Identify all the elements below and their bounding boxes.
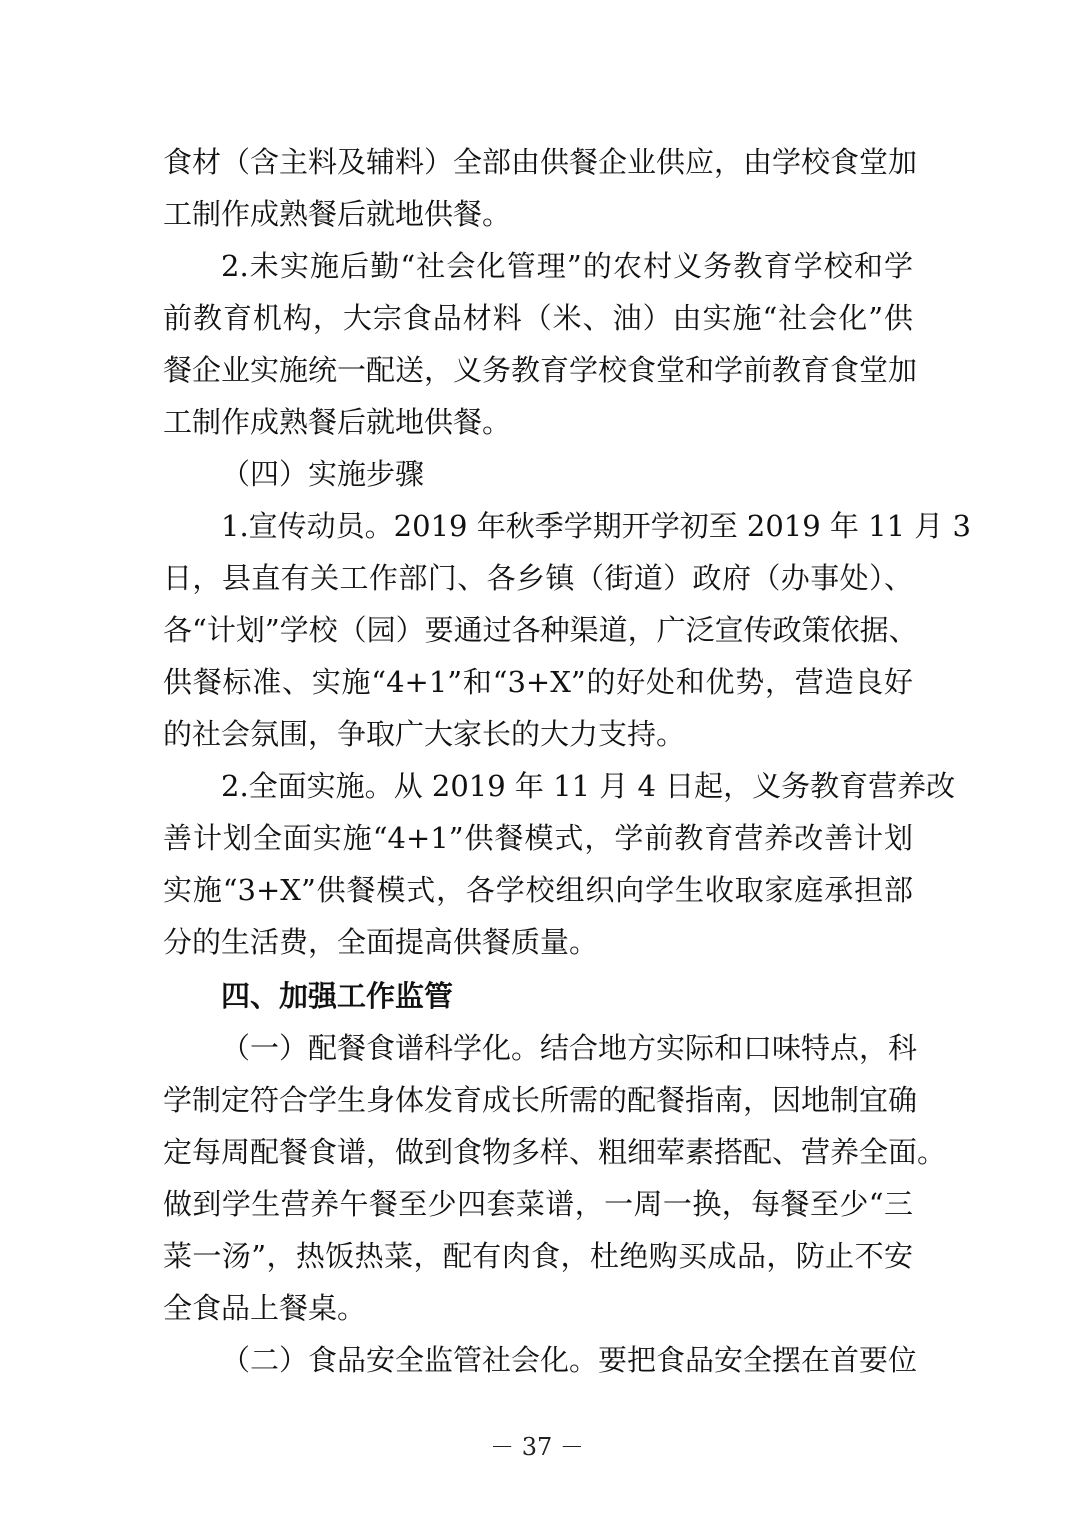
body-text-line: 食材（含主料及辅料）全部由供餐企业供应，由学校食堂加	[163, 145, 918, 179]
body-text-line: 定每周配餐食谱，做到食物多样、粗细荤素搭配、营养全面。	[163, 1135, 947, 1169]
body-text-line: 学制定符合学生身体发育成长所需的配餐指南，因地制宜确	[163, 1083, 918, 1117]
body-text-line: 的社会氛围，争取广大家长的大力支持。	[163, 717, 686, 751]
body-text-line: 1.宣传动员。2019 年秋季学期开学初至 2019 年 11 月 3	[221, 509, 971, 543]
body-text-line: 菜一汤”，热饭热菜，配有肉食，杜绝购买成品，防止不安	[163, 1239, 913, 1273]
subsection-heading: （四）实施步骤	[221, 457, 425, 491]
body-text-line: 分的生活费，全面提高供餐质量。	[163, 925, 599, 959]
body-text-line: 善计划全面实施“4+1”供餐模式，学前教育营养改善计划	[163, 821, 913, 855]
body-text-line: 2.全面实施。从 2019 年 11 月 4 日起，义务教育营养改	[221, 769, 956, 803]
body-text-line: 日，县直有关工作部门、各乡镇（街道）政府（办事处）、	[163, 561, 913, 595]
body-text-line: 做到学生营养午餐至少四套菜谱，一周一换，每餐至少“三	[163, 1187, 913, 1221]
body-text-line: 前教育机构，大宗食品材料（米、油）由实施“社会化”供	[163, 301, 913, 335]
body-text-line: 2.未实施后勤“社会化管理”的农村义务教育学校和学	[221, 249, 913, 283]
body-text-line: （二）食品安全监管社会化。要把食品安全摆在首要位	[221, 1343, 918, 1377]
page-number: － 37 －	[490, 1433, 584, 1461]
body-text-line: 供餐标准、实施“4+1”和“3+X”的好处和优势，营造良好	[163, 665, 913, 699]
body-text-line: 工制作成熟餐后就地供餐。	[163, 405, 512, 439]
body-text-line: 全食品上餐桌。	[163, 1291, 367, 1325]
body-text-line: 各“计划”学校（园）要通过各种渠道，广泛宣传政策依据、	[163, 613, 918, 647]
body-text-line: 餐企业实施统一配送，义务教育学校食堂和学前教育食堂加	[163, 353, 918, 387]
body-text-line: 工制作成熟餐后就地供餐。	[163, 197, 512, 231]
body-text-line: 实施“3+X”供餐模式，各学校组织向学生收取家庭承担部	[163, 873, 913, 907]
body-text-line: （一）配餐食谱科学化。结合地方实际和口味特点，科	[221, 1031, 918, 1065]
section-heading: 四、加强工作监管	[221, 979, 454, 1013]
